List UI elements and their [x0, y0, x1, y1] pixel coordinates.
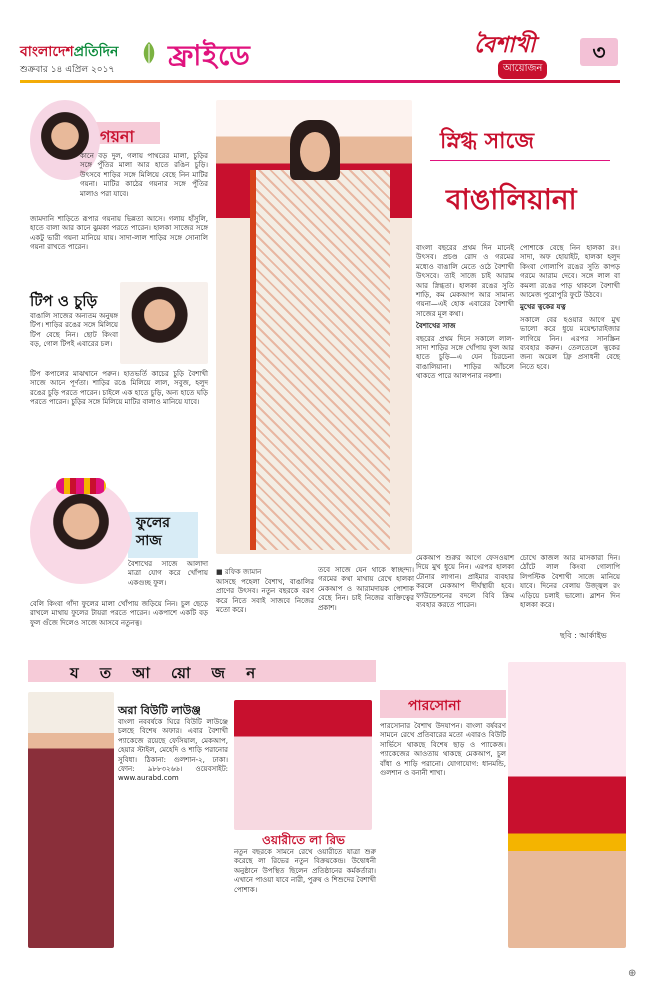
flower-title: [136, 514, 170, 550]
page-number: ৩: [592, 40, 606, 64]
la-reve-title: ওয়ারীতে লা রিভ: [262, 833, 345, 847]
feature-column-3: মেকআপ শুরুর আগে ফেসওয়াশ দিয়ে মুখ ধুয়ে নিন। এরপর হালকা টোনার লাগান। প্রাইমার ব্যবহার করলে মেকআপ দীর্ঘস্থায়ী হবে। ফাউন্ডেশনের বদলে বিবি ক্রিম ব্যবহার করতে পারেন।: [416, 554, 514, 610]
flower-text-1: বৈশাখের সাজে আলাদা মাত্রা যোগ করে খোঁপায় একগুচ্ছ ফুল।: [128, 560, 208, 587]
boishakhi-logo: [470, 28, 560, 84]
flower-title-line1: ফুলের: [136, 515, 170, 531]
aura-title: অরা বিউটি লাউঞ্জ: [118, 704, 201, 717]
jewelry-text-2: জামদানি শাড়িতে রূপার গয়নায় ভিন্নতা আসে। গলায় হাঁসুলি, হাতে বালা আর কানে ঝুমকা পরতে পারেন। হালকা সাজের সঙ্গে একটু ভারী গয়না মানিয়ে যায়। সাদা-লাল শাড়ির সঙ্গে সোনালি গয়না রাখতে পারেন।: [30, 215, 208, 252]
feature-column-intro-1: আসছে পহেলা বৈশাখ, বাঙালির প্রাণের উৎসব। নতুন বছরকে বরণ করে নিতে সবাই সাজবে নিজের মতো করে।: [216, 578, 314, 615]
feature-col2b-para: সকালে বের হওয়ার আগে মুখ ভালো করে ধুয়ে ময়েশ্চারাইজার লাগিয়ে নিন। এরপর সানস্ক্রিন ব্যবহার করুন। তেলতেলে ত্বকের জন্য অয়েল ফ্রি প্রসাধনী বেছে নিতে হবে।: [520, 315, 620, 371]
flower-crown-icon: [56, 478, 106, 494]
tip-model-photo: [120, 282, 208, 364]
section-tag: ফ্রাইডে: [168, 39, 251, 72]
feature-col2-para: পোশাকে বেছে নিন হালকা রং। সাদা, অফ হোয়াইট, হালকা হলুদ কিংবা গোলাপি রঙের সুতি কাপড় গরমে আরাম দেবে। সঙ্গে লাল বা কমলা রঙের পাড় থাকলে বৈশাখী আমেজ পুরোপুরি ফুটে উঠবে।: [520, 244, 620, 300]
tip-text-2: টিপ কপালের মাঝখানে পরুন। হাতভর্তি কাচের চুড়ি বৈশাখী সাজে আনে পূর্ণতা। শাড়ির রঙে মিলিয়ে লাল, সবুজ, হলুদ রঙের চুড়ি পরতে পারেন। চাইলে এক হাতে চুড়ি, অন্য হাতে ঘড়ি পরতে পারেন। চুড়ির সঙ্গে মিলিয়ে মাটির বালাও মানিয়ে যাবে।: [30, 370, 208, 407]
headline-line-2: বাঙালিয়ানা: [446, 183, 577, 216]
printer-mark-icon: ⊕: [628, 968, 637, 979]
jewelry-text-1: কানে বড় দুল, গলায় পাথরের মালা, চুড়ির সঙ্গে পুঁতির মালা আর হাতে রঙিন চুড়ি। উৎসবে শাড়ির সঙ্গে মিলিয়ে বেছে নিন মাটির গয়না। মাটির কাঠের গয়নার সঙ্গে পুঁতির মালাও পরা যাবে।: [80, 152, 208, 198]
flower-model-photo: [30, 480, 132, 584]
jewelry-title: গয়না: [100, 127, 135, 146]
masthead: [20, 40, 118, 64]
feature-column-2: [520, 244, 620, 375]
photo-credit: ছবি : আর্কাইভ: [560, 631, 607, 640]
flower-text-2: বেলি কিংবা গাঁদা ফুলের মালা খোঁপায় জড়িয়ে নিন। চুল ছেড়ে রাখলে মাথায় ফুলের টায়রা পরতে পারেন। একপাশে একটি বড় ফুল গুঁজে দিলেও সাজে আসবে নতুনত্ব।: [30, 600, 208, 627]
saree-drape: [250, 170, 390, 550]
brand-title: বৈশাখী: [474, 33, 536, 58]
feature-col1b-para: বছরের প্রথম দিনে সকালে লাল-সাদা শাড়ির সঙ্গে খোঁপায় ফুল আর হাতে চুড়ি—এ যেন চিরচেনা বাঙালিয়ানা। শাড়ির আঁচলে থাকতে পারে আলপনার নকশা।: [416, 334, 514, 381]
feature-column-intro-2: তবে সাজে যেন থাকে স্বাচ্ছন্দ্য। গরমের কথা মাথায় রেখে হালকা মেকআপ ও আরামদায়ক পোশাক বেছে নিন। চাই নিজের ব্যক্তিত্বের প্রকাশ।: [318, 566, 414, 612]
feature-column-1: [416, 244, 514, 385]
tip-churi-title: টিপ ও চুড়ি: [30, 292, 98, 310]
la-reve-event-photo: [234, 700, 372, 830]
model-face: [300, 132, 330, 172]
flower-title-line2: সাজ: [136, 533, 162, 549]
masthead-red: বাংলাদেশ: [20, 44, 74, 60]
persona-model-photo: [508, 662, 626, 948]
masthead-green: প্রতিদিন: [73, 44, 119, 60]
events-section-title: য ত আ য়ো জ ন: [70, 664, 264, 682]
persona-title: পারসোনা: [408, 698, 461, 714]
aura-text: বাংলা নববর্ষকে ঘিরে বিউটি লাউঞ্জে চলছে বিশেষ অফার। এবার বৈশাখী প্যাকেজে রয়েছে ফেসিয়াল, মেকআপ, হেয়ার স্টাইল, মেহেদি ও শাড়ি পরানোর সুবিধা। ঠিকানা: গুলশান-২, ঢাকা। ফোন: ৯৮৮৩২৬৬। ওয়েবসাইট: www.aurabd.com: [118, 718, 228, 783]
brand-sub: আয়োজন: [498, 60, 547, 79]
headline-divider: [430, 160, 610, 161]
leaf-icon: [140, 40, 158, 66]
byline: ■ রফিক জামান: [216, 568, 262, 576]
headline-line-1: স্নিগ্ধ সাজে: [440, 129, 535, 154]
persona-text: পারসোনার বৈশাখ উদযাপন। বাংলা বর্ষবরণ সামনে রেখে প্রতিবারের মতো এবারও বিউটি সার্ভিসে থাকছে বিশেষ ছাড় ও প্যাকেজ। প্যাকেজের আওতায় থাকছে মেকআপ, চুল বাঁধা ও শাড়ি পরানো। যোগাযোগ: ধানমন্ডি, গুলশান ও বনানী শাখা।: [380, 722, 506, 778]
feature-col1-subhead: বৈশাখের সাজ: [416, 322, 456, 331]
feature-column-4: চোখে কাজল আর মাসকারা দিন। ঠোঁটে লাল কিংবা গোলাপি লিপস্টিক বৈশাখী সাজে মানিয়ে যাবে। দিনের বেলায় উজ্জ্বল রং এড়িয়ে চলাই ভালো। ব্লাশন দিন হালকা করে।: [520, 554, 620, 610]
feature-col1-para: বাংলা বছরের প্রথম দিন মানেই উৎসব। প্রচণ্ড রোদ ও গরমের মধ্যেও বাঙালি মেতে ওঠে বৈশাখী উৎসবে। তাই সাজে চাই আরাম আর স্নিগ্ধতা। হালকা রঙের সুতি শাড়ি, কম মেকআপ আর সামান্য গয়না—এই হোক এবারের বৈশাখী সাজের মূল কথা।: [416, 244, 514, 318]
la-reve-text: নতুন বছরকে সামনে রেখে ওয়ারীতে যাত্রা শুরু করেছে লা রিভের নতুন বিক্রয়কেন্দ্র। উদ্বোধনী অনুষ্ঠানে উপস্থিত ছিলেন প্রতিষ্ঠানের কর্মকর্তারা। এখানে পাওয়া যাবে নারী, পুরুষ ও শিশুদের বৈশাখী পোশাক।: [234, 848, 376, 894]
feature-col2-subhead: মুখের ত্বকের যত্ন: [520, 303, 566, 312]
tip-text-1: বাঙালি সাজের অন্যতম অনুষঙ্গ টিপ। শাড়ির রঙের সঙ্গে মিলিয়ে টিপ বেছে নিন। ছোট কিংবা বড়, গোল টিপই এবারের চল।: [30, 312, 118, 349]
aura-model-photo: [28, 692, 114, 948]
header-rule: [20, 80, 620, 83]
issue-date: শুক্রবার ১৪ এপ্রিল ২০১৭: [20, 65, 115, 75]
